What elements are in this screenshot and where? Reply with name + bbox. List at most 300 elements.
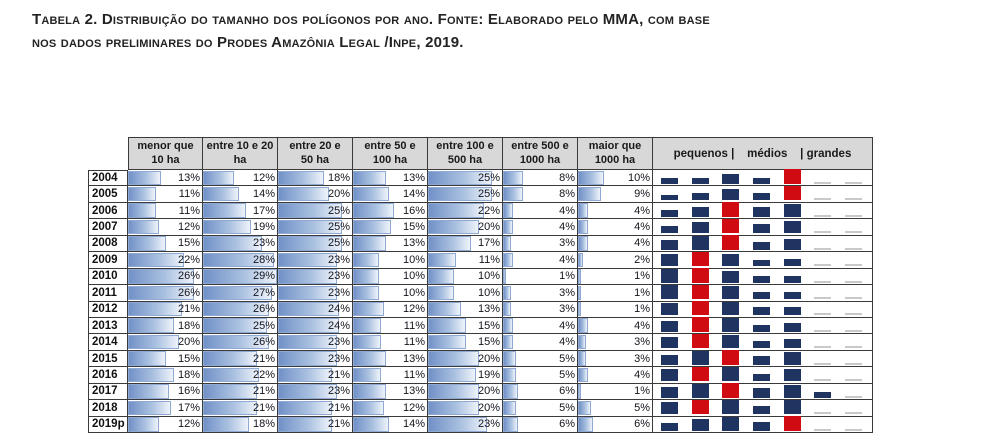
sparkline-bar	[722, 302, 739, 316]
sparkline-bar	[661, 337, 678, 349]
data-bar	[353, 368, 381, 382]
percent-value: 4%	[559, 253, 575, 266]
data-bar	[428, 203, 484, 217]
value-cell	[203, 186, 278, 202]
percent-value: 13%	[177, 171, 200, 184]
percent-value: 13%	[402, 237, 425, 250]
data-bar	[278, 171, 324, 185]
sparkline-cell	[653, 367, 873, 383]
sparkline-bar	[784, 352, 801, 365]
value-cell	[278, 384, 353, 400]
value-cell	[203, 417, 278, 433]
percent-value: 25%	[327, 221, 350, 234]
sparkline-bar	[845, 330, 862, 332]
data-bar	[578, 384, 581, 398]
sparkline-cell	[653, 236, 873, 252]
sparkline-bar	[722, 202, 739, 217]
year-label: 2016	[88, 367, 128, 383]
sparkline-bar	[692, 367, 709, 382]
value-cell	[578, 269, 653, 285]
sparkline-bar	[692, 285, 709, 300]
data-bar	[203, 351, 257, 365]
sparkline-bar	[722, 350, 739, 365]
value-cell	[578, 285, 653, 301]
sparkline-bar	[814, 231, 831, 233]
sparkline-bar	[845, 297, 862, 299]
sparkline-cell	[653, 203, 873, 219]
data-bar	[428, 302, 461, 316]
percent-value: 14%	[402, 418, 425, 431]
value-cell	[353, 236, 428, 252]
data-bar	[203, 171, 234, 185]
data-bar	[203, 368, 259, 382]
data-bar	[353, 220, 391, 234]
value-cell	[203, 252, 278, 268]
percent-value: 26%	[177, 286, 200, 299]
percent-value: 16%	[177, 385, 200, 398]
value-cell	[503, 417, 578, 433]
sparkline-bar	[845, 231, 862, 233]
percent-value: 27%	[252, 286, 275, 299]
sparkline-bar	[692, 207, 709, 217]
data-bar	[353, 417, 389, 431]
percent-value: 8%	[559, 188, 575, 201]
value-cell	[353, 219, 428, 235]
sparkline-bar	[814, 248, 831, 250]
percent-value: 26%	[252, 303, 275, 316]
sparkline-cell	[653, 219, 873, 235]
value-cell	[578, 417, 653, 433]
percent-value: 18%	[177, 319, 200, 332]
sparkline-bar	[845, 412, 862, 414]
sparkline-bar	[784, 259, 801, 266]
data-bar	[578, 368, 588, 382]
column-header: entre 20 e 50 ha	[278, 137, 353, 170]
sparkline-cell	[653, 351, 873, 367]
sparkline-bar	[784, 204, 801, 217]
data-bar	[428, 236, 471, 250]
sparkline-bar	[722, 335, 739, 348]
data-bar	[428, 384, 479, 398]
percent-value: 1%	[634, 303, 650, 316]
data-bar	[203, 384, 257, 398]
caption-line-2: nos dados preliminares do Prodes Amazônia Legal /Inpe, 2019.	[32, 34, 464, 51]
sparkline-bar	[784, 276, 801, 283]
sparkline-bar	[753, 276, 770, 283]
table-row	[88, 252, 873, 268]
percent-value: 18%	[252, 418, 275, 431]
sparkline-bar	[845, 248, 862, 250]
value-cell	[428, 236, 503, 252]
sparkline-bar	[845, 198, 862, 200]
percent-value: 4%	[559, 221, 575, 234]
value-cell	[278, 203, 353, 219]
value-cell	[578, 302, 653, 318]
sparkline-bar	[845, 264, 862, 266]
value-cell	[503, 302, 578, 318]
percent-value: 17%	[177, 401, 200, 414]
sparkline-bar	[845, 363, 862, 365]
sparkline-bar	[722, 235, 739, 250]
sparkline-bar	[784, 385, 801, 398]
sparkline-bar	[753, 325, 770, 332]
value-cell	[428, 351, 503, 367]
value-cell	[203, 367, 278, 383]
percent-value: 21%	[252, 401, 275, 414]
sparkline-bar	[784, 323, 801, 332]
year-label: 2015	[88, 351, 128, 367]
column-header: entre 500 e 1000 ha	[503, 137, 578, 170]
data-bar	[203, 417, 249, 431]
year-label: 2013	[88, 318, 128, 334]
value-cell	[278, 318, 353, 334]
data-bar	[353, 384, 386, 398]
sparkline-bar	[784, 186, 801, 201]
data-bar	[353, 401, 384, 415]
sparkline-bar	[661, 355, 678, 365]
sparkline-bar	[661, 210, 678, 217]
data-bar	[503, 171, 523, 185]
value-cell	[578, 384, 653, 400]
sparkline-bar	[722, 254, 739, 266]
sparkline-bar	[661, 423, 678, 430]
percent-value: 19%	[252, 221, 275, 234]
value-cell	[128, 417, 203, 433]
value-cell	[503, 367, 578, 383]
data-bar	[278, 417, 332, 431]
value-cell	[428, 219, 503, 235]
sparkline-bar	[784, 169, 801, 184]
percent-value: 5%	[634, 401, 650, 414]
data-bar	[428, 253, 456, 267]
table-row	[88, 186, 873, 202]
data-bar	[578, 318, 588, 332]
data-bar	[503, 269, 506, 283]
data-bar	[503, 302, 511, 316]
table-row	[88, 384, 873, 400]
year-label: 2006	[88, 203, 128, 219]
percent-value: 9%	[634, 188, 650, 201]
percent-value: 6%	[559, 385, 575, 398]
value-cell	[203, 269, 278, 285]
sparkline-bar	[784, 416, 801, 431]
percent-value: 23%	[327, 352, 350, 365]
value-cell	[128, 367, 203, 383]
percent-value: 3%	[634, 352, 650, 365]
sparkline-bar	[692, 419, 709, 430]
value-cell	[128, 252, 203, 268]
value-cell	[203, 384, 278, 400]
value-cell	[353, 186, 428, 202]
sparkline-bar	[845, 429, 862, 431]
percent-value: 10%	[477, 270, 500, 283]
value-cell	[503, 269, 578, 285]
data-bar	[278, 187, 329, 201]
year-label: 2014	[88, 334, 128, 350]
percent-value: 3%	[559, 286, 575, 299]
table-row	[88, 302, 873, 318]
value-cell	[428, 334, 503, 350]
sparkline-bar	[814, 297, 831, 299]
value-cell	[578, 219, 653, 235]
percent-value: 4%	[634, 204, 650, 217]
sparkline-bar	[845, 396, 862, 398]
percent-value: 25%	[327, 204, 350, 217]
data-bar	[503, 203, 513, 217]
year-label: 2019p	[88, 417, 128, 433]
data-bar	[278, 401, 332, 415]
value-cell	[503, 186, 578, 202]
table-row	[88, 236, 873, 252]
percent-value: 25%	[477, 171, 500, 184]
value-cell	[278, 400, 353, 416]
sparkline-bar	[661, 402, 678, 414]
value-cell	[128, 170, 203, 186]
value-cell	[278, 186, 353, 202]
value-cell	[353, 203, 428, 219]
data-bar	[128, 220, 159, 234]
percent-value: 20%	[177, 336, 200, 349]
percent-value: 29%	[252, 270, 275, 283]
value-cell	[278, 351, 353, 367]
data-bar	[353, 236, 386, 250]
data-bar	[428, 220, 479, 234]
data-bar	[578, 187, 601, 201]
year-label: 2008	[88, 236, 128, 252]
sparkline-bar	[814, 182, 831, 184]
value-cell	[578, 351, 653, 367]
percent-value: 6%	[634, 418, 650, 431]
data-bar	[503, 417, 518, 431]
percent-value: 28%	[252, 253, 275, 266]
percent-value: 26%	[177, 270, 200, 283]
value-cell	[428, 318, 503, 334]
value-cell	[278, 269, 353, 285]
sparkline-cell	[653, 285, 873, 301]
percent-value: 1%	[634, 385, 650, 398]
percent-value: 4%	[559, 204, 575, 217]
percent-value: 24%	[327, 319, 350, 332]
value-cell	[578, 334, 653, 350]
data-bar	[353, 302, 384, 316]
percent-value: 1%	[634, 270, 650, 283]
percent-value: 13%	[402, 171, 425, 184]
data-bar	[578, 220, 588, 234]
year-label: 2007	[88, 219, 128, 235]
percent-value: 11%	[403, 319, 425, 332]
sparkline-cell	[653, 384, 873, 400]
sparkline-bar	[692, 236, 709, 250]
percent-value: 25%	[477, 188, 500, 201]
data-bar	[428, 335, 466, 349]
value-cell	[203, 400, 278, 416]
sparkline-bar	[784, 292, 801, 299]
sparkline-bar	[661, 195, 678, 200]
sparkline-bar	[722, 383, 739, 398]
value-cell	[353, 367, 428, 383]
value-cell	[278, 236, 353, 252]
value-cell	[428, 170, 503, 186]
sparkline-bar	[753, 307, 770, 315]
percent-value: 24%	[327, 303, 350, 316]
value-cell	[428, 203, 503, 219]
percent-value: 1%	[634, 286, 650, 299]
sparkline-bar	[692, 252, 709, 267]
sparkline-bar	[692, 301, 709, 316]
sparkline-bar	[661, 226, 678, 233]
sparkline-bar	[814, 313, 831, 315]
data-bar	[128, 401, 171, 415]
percent-value: 13%	[477, 303, 500, 316]
data-bar	[503, 220, 513, 234]
table-row	[88, 351, 873, 367]
percent-value: 16%	[402, 204, 425, 217]
sparkline-bar	[722, 174, 739, 184]
polygon-size-distribution-table	[88, 137, 873, 433]
value-cell	[203, 351, 278, 367]
sparkline-bar	[661, 240, 678, 249]
data-bar	[503, 187, 523, 201]
sparkline-bar	[722, 286, 739, 299]
caption-line-1: Tabela 2. Distribuição do tamanho dos polígonos por ano. Fonte: Elaborado pelo MMA, com base	[32, 11, 710, 28]
year-label: 2005	[88, 186, 128, 202]
percent-value: 23%	[327, 336, 350, 349]
value-cell	[353, 285, 428, 301]
sparkline-bar	[661, 369, 678, 381]
value-cell	[353, 269, 428, 285]
percent-value: 22%	[477, 204, 500, 217]
percent-value: 15%	[477, 319, 500, 332]
sparkline-bar	[845, 313, 862, 315]
value-cell	[203, 318, 278, 334]
data-bar	[203, 187, 239, 201]
data-bar	[578, 171, 604, 185]
year-label: 2011	[88, 285, 128, 301]
value-cell	[428, 252, 503, 268]
value-cell	[503, 285, 578, 301]
value-cell	[128, 186, 203, 202]
data-bar	[128, 171, 161, 185]
percent-value: 10%	[402, 253, 425, 266]
value-cell	[128, 400, 203, 416]
percent-value: 22%	[177, 253, 200, 266]
sparkline-bar	[753, 374, 770, 382]
value-cell	[428, 384, 503, 400]
sparkline-cell	[653, 269, 873, 285]
value-cell	[503, 170, 578, 186]
value-cell	[353, 400, 428, 416]
value-cell	[353, 334, 428, 350]
value-cell	[128, 219, 203, 235]
value-cell	[578, 400, 653, 416]
value-cell	[578, 236, 653, 252]
table-row	[88, 400, 873, 416]
value-cell	[353, 318, 428, 334]
value-cell	[503, 400, 578, 416]
sparkline-bar	[692, 351, 709, 364]
percent-value: 18%	[177, 368, 200, 381]
data-bar	[128, 203, 156, 217]
percent-value: 1%	[559, 270, 575, 283]
sparkline-bar	[661, 269, 678, 282]
value-cell	[278, 285, 353, 301]
value-cell	[578, 318, 653, 334]
data-bar	[503, 384, 518, 398]
value-cell	[428, 269, 503, 285]
sparkline-bar	[753, 207, 770, 217]
data-bar	[428, 401, 479, 415]
percent-value: 26%	[252, 336, 275, 349]
percent-value: 19%	[477, 368, 500, 381]
percent-value: 3%	[634, 336, 650, 349]
value-cell	[203, 170, 278, 186]
percent-value: 12%	[402, 303, 425, 316]
value-cell	[503, 219, 578, 235]
sparkline-bar	[753, 422, 770, 430]
percent-value: 23%	[327, 286, 350, 299]
value-cell	[203, 203, 278, 219]
percent-value: 5%	[559, 368, 575, 381]
value-cell	[503, 351, 578, 367]
value-cell	[278, 170, 353, 186]
year-label: 2010	[88, 269, 128, 285]
value-cell	[203, 334, 278, 350]
sparkline-bar	[692, 384, 709, 398]
value-cell	[578, 252, 653, 268]
percent-value: 10%	[402, 270, 425, 283]
percent-value: 15%	[477, 336, 500, 349]
data-bar	[353, 351, 386, 365]
sparkline-bar	[784, 307, 801, 316]
data-bar	[353, 269, 379, 283]
table-row	[88, 203, 873, 219]
data-bar	[503, 351, 516, 365]
percent-value: 15%	[177, 352, 200, 365]
data-bar	[128, 417, 159, 431]
sparkline-bar	[661, 387, 678, 398]
percent-value: 5%	[559, 401, 575, 414]
data-bar	[203, 203, 246, 217]
percent-value: 17%	[252, 204, 275, 217]
percent-value: 23%	[477, 418, 500, 431]
percent-value: 14%	[252, 188, 275, 201]
year-label: 2017	[88, 384, 128, 400]
table-row	[88, 367, 873, 383]
data-bar	[578, 236, 588, 250]
sparkline-bar	[814, 379, 831, 381]
column-header: maior que 1000 ha	[578, 137, 653, 170]
percent-value: 22%	[252, 368, 275, 381]
year-label: 2004	[88, 170, 128, 186]
table-row	[88, 170, 873, 186]
sparkline-cell	[653, 170, 873, 186]
percent-value: 14%	[402, 188, 425, 201]
data-bar	[128, 351, 166, 365]
percent-value: 8%	[559, 171, 575, 184]
percent-value: 2%	[634, 253, 650, 266]
sparkline-bar	[814, 363, 831, 365]
table-row	[88, 417, 873, 433]
data-bar	[128, 253, 184, 267]
table-header-row	[88, 137, 873, 170]
percent-value: 21%	[327, 368, 350, 381]
sparkline-bar	[722, 318, 739, 332]
value-cell	[278, 252, 353, 268]
percent-value: 4%	[634, 237, 650, 250]
sparkline-bar	[753, 193, 770, 200]
percent-value: 11%	[478, 253, 500, 266]
sparkline-bar	[692, 193, 709, 200]
